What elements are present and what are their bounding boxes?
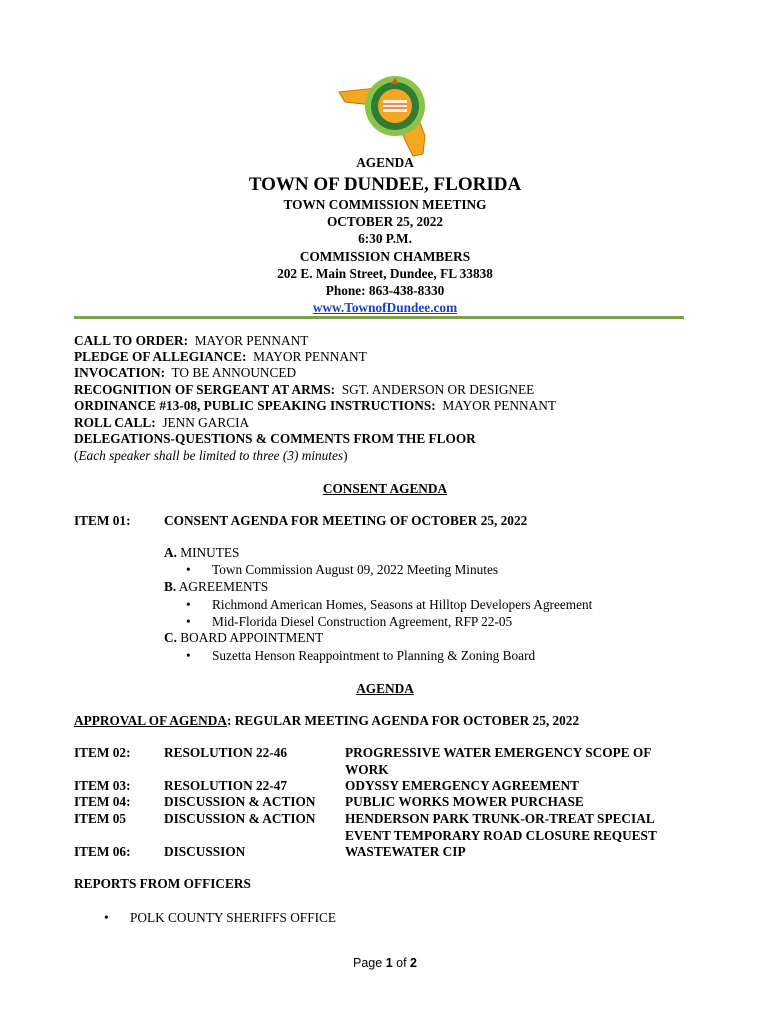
header-divider <box>74 316 684 319</box>
item-01-label: ITEM 01: <box>74 513 131 528</box>
approval-line: APPROVAL OF AGENDA: REGULAR MEETING AGENDA FOR OCTOBER 25, 2022 <box>74 713 580 728</box>
list-item: • Suzetta Henson Reappointment to Planning & Zoning Board <box>186 648 536 663</box>
consent-section: B. AGREEMENTS <box>164 579 269 594</box>
consent-section: C. BOARD APPOINTMENT <box>164 630 324 645</box>
opening-line: CALL TO ORDER: MAYOR PENNANT <box>74 333 309 348</box>
item-title: WASTEWATER CIP <box>345 844 466 859</box>
website-link[interactable]: www.TownofDundee.com <box>312 300 458 315</box>
item-label: ITEM 03: <box>74 778 131 793</box>
item-type: DISCUSSION <box>164 844 246 859</box>
item-type: RESOLUTION 22-46 <box>164 745 288 760</box>
opening-line: INVOCATION: TO BE ANNOUNCED <box>74 365 297 380</box>
item-label: ITEM 05 <box>74 811 127 826</box>
opening-line: PLEDGE OF ALLEGIANCE: MAYOR PENNANT <box>74 349 367 364</box>
town-title: TOWN OF DUNDEE, FLORIDA <box>248 174 522 195</box>
meeting-phone: Phone: 863-438-8330 <box>325 283 445 298</box>
meeting-date: OCTOBER 25, 2022 <box>326 214 444 229</box>
list-item: • POLK COUNTY SHERIFFS OFFICE <box>104 910 337 925</box>
list-item: • Town Commission August 09, 2022 Meeting Minutes <box>186 562 499 577</box>
speaker-note: (Each speaker shall be limited to three (3) minutes) <box>74 448 348 463</box>
item-type: DISCUSSION & ACTION <box>164 794 316 809</box>
item-title: HENDERSON PARK TRUNK-OR-TREAT SPECIAL EVENT TEMPORARY ROAD CLOSURE REQUEST <box>345 811 657 843</box>
item-01-title: CONSENT AGENDA FOR MEETING OF OCTOBER 25, 2022 <box>164 513 528 528</box>
town-logo <box>333 70 439 160</box>
item-title: PROGRESSIVE WATER EMERGENCY SCOPE OF WORK <box>345 745 651 777</box>
agenda-heading: AGENDA <box>356 681 414 696</box>
opening-line: RECOGNITION OF SERGEANT AT ARMS: SGT. ANDERSON OR DESIGNEE <box>74 382 535 397</box>
item-type: DISCUSSION & ACTION <box>164 811 316 826</box>
list-item: • Mid-Florida Diesel Construction Agreement, RFP 22-05 <box>186 614 513 629</box>
meeting-title: TOWN COMMISSION MEETING <box>283 197 487 212</box>
consent-section: A. MINUTES <box>164 545 240 560</box>
item-label: ITEM 02: <box>74 745 131 760</box>
opening-line: DELEGATIONS-QUESTIONS & COMMENTS FROM THE FLOOR <box>74 431 476 446</box>
item-title: ODYSSY EMERGENCY AGREEMENT <box>345 778 579 793</box>
consent-heading: CONSENT AGENDA <box>322 481 448 496</box>
page-footer: Page 1 of 2 <box>353 956 417 970</box>
meeting-time: 6:30 P.M. <box>358 231 412 246</box>
reports-heading: REPORTS FROM OFFICERS <box>74 876 251 891</box>
opening-line: ROLL CALL: JENN GARCIA <box>74 415 250 430</box>
item-label: ITEM 04: <box>74 794 131 809</box>
item-title: PUBLIC WORKS MOWER PURCHASE <box>345 794 584 809</box>
agenda-label: AGENDA <box>356 155 414 170</box>
list-item: • Richmond American Homes, Seasons at Hilltop Developers Agreement <box>186 597 593 612</box>
item-type: RESOLUTION 22-47 <box>164 778 288 793</box>
item-label: ITEM 06: <box>74 844 131 859</box>
meeting-location: COMMISSION CHAMBERS <box>299 249 471 264</box>
opening-line: ORDINANCE #13-08, PUBLIC SPEAKING INSTRUCTIONS: MAYOR PENNANT <box>74 398 556 413</box>
meeting-address: 202 E. Main Street, Dundee, FL 33838 <box>277 266 493 281</box>
